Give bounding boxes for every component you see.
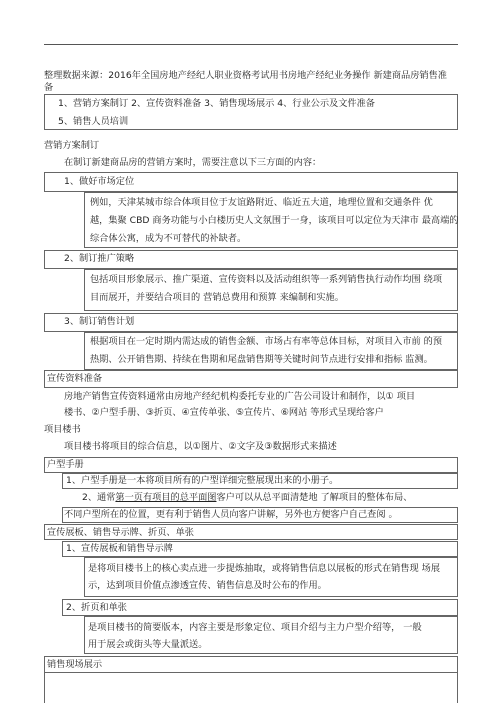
item-body-line: 是项目楼书的简要版本，内容主要是形象定位、项目介绍与主力户型介绍等， 一般 xyxy=(88,622,422,633)
item-body-line: 用于展会或街头等大量派送。 xyxy=(88,639,208,650)
subsection-heading: 项目楼书 xyxy=(44,424,81,435)
section-heading: 营销方案制订 xyxy=(44,140,100,151)
item-body-line: 综合体公寓，成为不可替代的补缺者。 xyxy=(90,233,247,244)
section-heading: 宣传资料准备 xyxy=(47,373,103,384)
source-line: 整理数据来源：2016年全国房地产经纪人职业资格考试用书房地产经纪业务操作 新建商品房销售准 xyxy=(44,70,447,81)
subsection-heading: 宣传展板、销售导示牌、折页、单张 xyxy=(47,527,194,538)
section-intro: 在制订新建商品房的营销方案时，需要注意以下三方面的内容： xyxy=(64,157,322,168)
item-title: 2、折页和单张 xyxy=(66,602,127,613)
item-title: 1、宣传展板和销售导示牌 xyxy=(66,543,173,554)
section-intro-line: 楼书、②户型手册、③折页、④宣传单张、⑤宣传片、⑥网站 等形式呈现给客户 xyxy=(64,407,384,418)
section-heading-box xyxy=(44,370,458,388)
header-rule xyxy=(44,44,458,45)
item-title: 2、制订推广策略 xyxy=(64,253,135,264)
subsection-heading: 户型手册 xyxy=(47,459,84,470)
section-heading: 销售现场展示 xyxy=(47,659,103,670)
item-body-line: 例如，天津某城市综合体项目位于友谊路附近、临近五大道，地理位置和交通条件 优 xyxy=(90,197,433,208)
line-prefix: 2、通常 xyxy=(82,492,116,503)
item-body-line: 包括项目形象展示、推广渠道、宣传资料以及活动组织等一系列销售执行动作均围 绕项 xyxy=(90,274,443,285)
item-title: 1、做好市场定位 xyxy=(64,176,135,187)
item-body-line: 是将项目楼书上的核心卖点进一步提炼抽取，或将销售信息以展板的形式在销售现 场展 xyxy=(88,563,441,574)
source-line-continued: 备 xyxy=(44,82,54,93)
continuation-box xyxy=(44,673,458,703)
section-intro-line: 房地产销售宣传资料通常由房地产经纪机构委托专业的广告公司设计和制作，以① 项目 xyxy=(64,391,416,402)
item-body-line: 目而展开，并要结合项目的 营销总费用和预算 来编制和实施。 xyxy=(90,292,344,303)
line-suffix: 客户可以从总平面清楚地 了解项目的整体布局、 xyxy=(216,492,413,503)
subsection-line: 不同户型所在的位置，更有利于销售人员向客户讲解，另外也方便客户自己查阅 。 xyxy=(64,509,398,520)
subsection-heading-box xyxy=(44,457,458,473)
subsection-line: 1、户型手册是一本将项目所有的户型详细完整展现出来的小册子。 xyxy=(66,475,339,486)
section-heading-box xyxy=(44,656,458,673)
item-title: 3、制订销售计划 xyxy=(64,316,135,327)
subsection-body: 项目楼书将项目的综合信息，以①图片、②文字及③数据形式来描述 xyxy=(64,441,337,452)
toc-line: 1、营销方案制订 2、宣传资料准备 3、销售现场展示 4、行业公示及文件准备 xyxy=(58,98,375,109)
item-body-line: 热期、公开销售期、持续在售期和尾盘销售期等关键时间节点进行安排和指标 监测。 xyxy=(90,354,433,365)
underlined-phrase: 第一页有项目的总平面图 xyxy=(115,492,217,503)
subsection-line xyxy=(82,492,412,504)
item-body-line: 根据项目在一定时期内需达成的销售金额、市场占有率等总体目标，对项目入市前 的预 xyxy=(90,336,443,347)
toc-line: 5、销售人员培训 xyxy=(58,116,129,127)
item-body-line: 越，集聚 CBD 商务功能与小白楼历史人文氛围于一身，该项目可以定位为天津市 最高端的 xyxy=(90,215,459,226)
item-body-line: 示，达到项目价值点渗透宣传、销售信息及时公布的作用。 xyxy=(88,580,327,591)
